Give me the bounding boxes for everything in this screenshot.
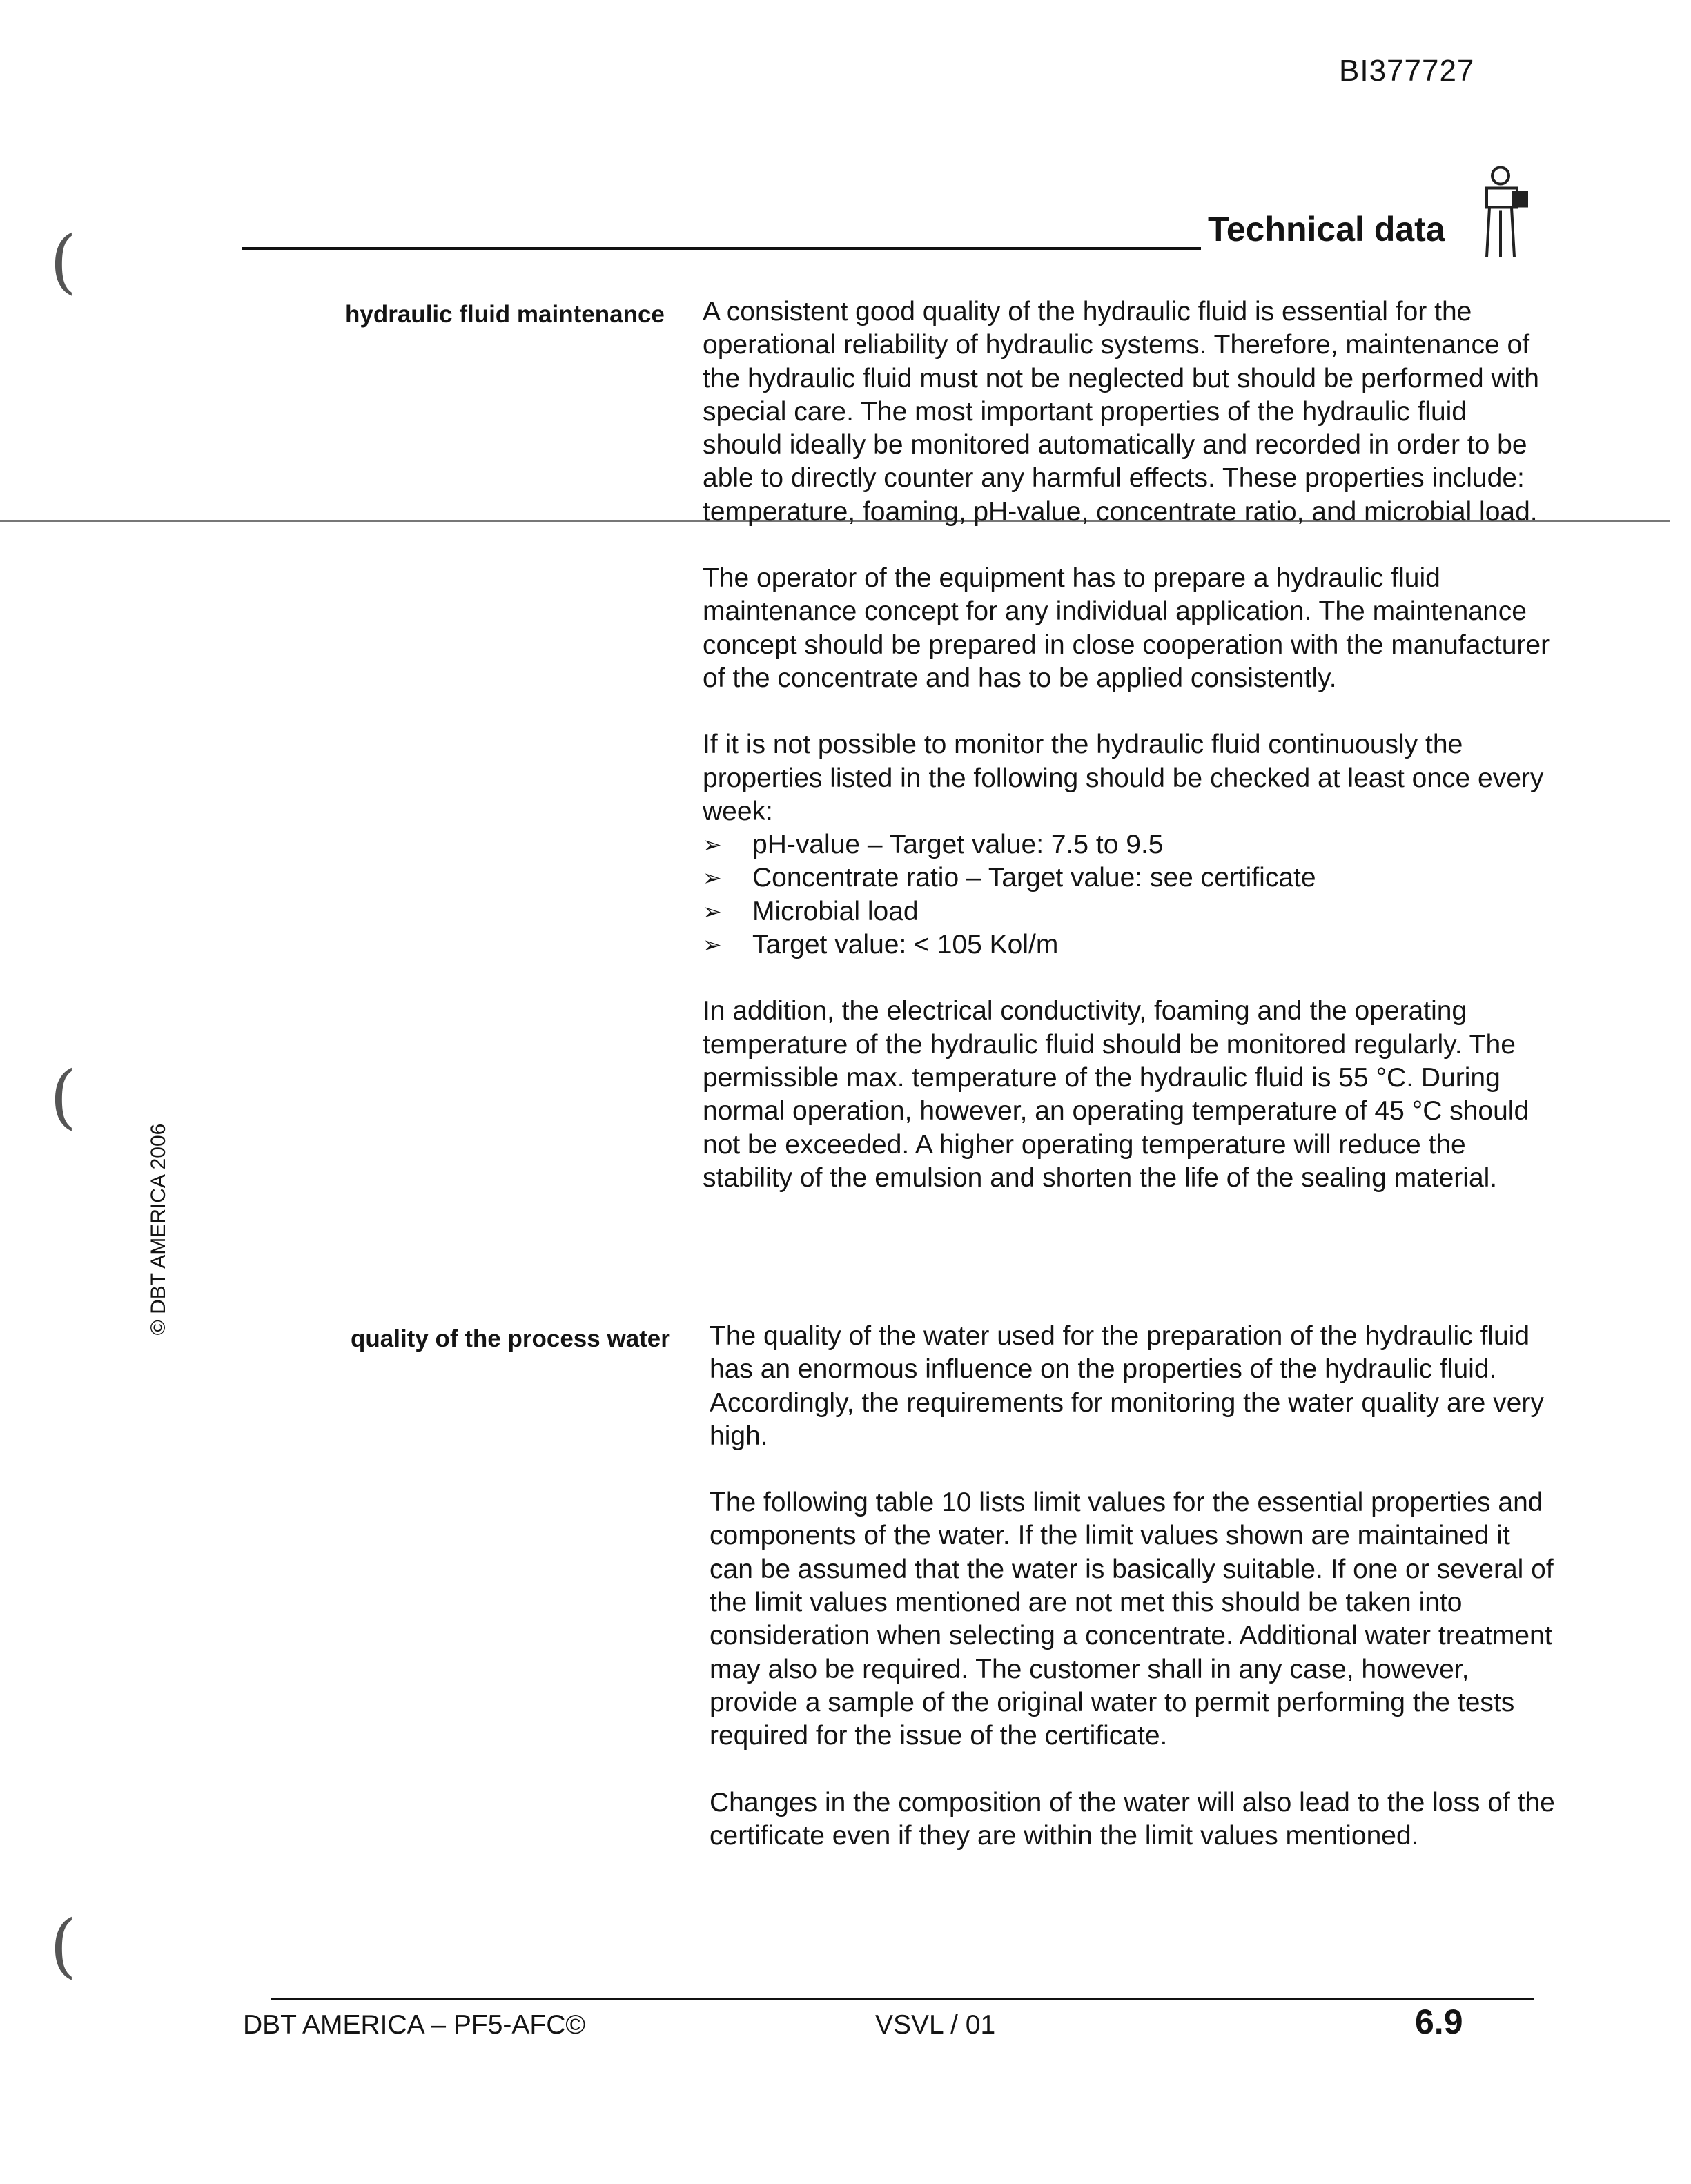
list-item — [703, 895, 1552, 928]
arrowhead-bullet-icon: ➢ — [703, 932, 722, 958]
list-item — [703, 928, 1552, 962]
binder-hole-mark: ( — [50, 221, 77, 302]
paragraph: A consistent good quality of the hydraulic fluid is essential for the operational reliability of hydraulic systems. Therefore, maintenance of the hydraulic fluid must not be neglected but should be performed with special care. The most important properties of the hydraulic fluid should ideally be monitored automatically and recorded in order to be able to directly counter any harmful effects. These properties include: temperature, foaming, pH-value, concentrate ratio, and microbial load. — [703, 297, 1539, 527]
list-item — [703, 861, 1552, 895]
footer-revision: VSVL / 01 — [875, 2010, 996, 2040]
list-item-text: Microbial load — [752, 896, 919, 926]
paragraph: The following table 10 lists limit values for the essential properties and components of the water. If the limit values shown are maintained it can be assumed that the water is basically suitable. If one or several of the limit values mentioned are not met this should be taken into consideration when selecting a concentrate. Additional water treatment may also be required. The customer shall in any case, however, provide a sample of the original water to permit performing the tests required for the issue of the certificate. — [710, 1488, 1554, 1751]
arrowhead-bullet-icon: ➢ — [703, 832, 722, 858]
paragraph: In addition, the electrical conductivity, foaming and the operating temperature of the hydraulic fluid should be monitored regularly. The permissible max. temperature of the hydraulic fluid is 55 °C. During normal operation, however, an operating temperature of 45 °C should not be exceeded. A higher operating temperature will reduce the stability of the emulsion and shorten the life of the sealing material. — [703, 996, 1529, 1193]
arrowhead-bullet-icon: ➢ — [703, 898, 722, 924]
list-item-text: pH-value – Target value: 7.5 to 9.5 — [752, 830, 1164, 860]
footer-rule — [271, 1998, 1534, 2000]
list-item-text: Concentrate ratio – Target value: see certificate — [752, 863, 1316, 893]
list-item-text: Target value: < 105 Kol/m — [752, 930, 1059, 960]
binder-hole-mark: ( — [50, 1056, 77, 1137]
section-label-process-water: quality of the process water — [351, 1325, 670, 1352]
title-rule — [242, 247, 1201, 250]
check-list — [703, 828, 1552, 962]
arrowhead-bullet-icon: ➢ — [703, 865, 722, 891]
paragraph: The quality of the water used for the preparation of the hydraulic fluid has an enormous influence on the properties of the hydraulic fluid. Accordingly, the requirements for monitoring the water quality are very high. — [710, 1321, 1544, 1451]
paragraph: The operator of the equipment has to prepare a hydraulic fluid maintenance concept for any individual application. The maintenance concept should be prepared in close cooperation with the manufacturer of the concentrate and has to be applied consistently. — [703, 563, 1550, 693]
paragraph: If it is not possible to monitor the hydraulic fluid continuously the properties listed in the following should be checked at least once every week: — [703, 730, 1544, 826]
list-item — [703, 828, 1552, 861]
footer-document-name: DBT AMERICA – PF5-AFC© — [243, 2010, 586, 2040]
copyright-notice: © DBT AMERICA 2006 — [147, 1123, 170, 1336]
section-label-hydraulic-fluid-maintenance: hydraulic fluid maintenance — [345, 301, 665, 328]
binder-hole-mark: ( — [50, 1905, 77, 1986]
section-body-hydraulic-fluid-maintenance — [703, 295, 1552, 1228]
section-body-process-water — [710, 1320, 1558, 1886]
paragraph: Changes in the composition of the water will also lead to the loss of the certificate even if they are within the limit values mentioned. — [710, 1787, 1555, 1851]
document-id: BI377727 — [1339, 54, 1475, 88]
page-title: Technical data — [1208, 210, 1445, 248]
page-number: 6.9 — [1415, 2002, 1463, 2041]
worker-figure-icon — [1470, 163, 1539, 263]
